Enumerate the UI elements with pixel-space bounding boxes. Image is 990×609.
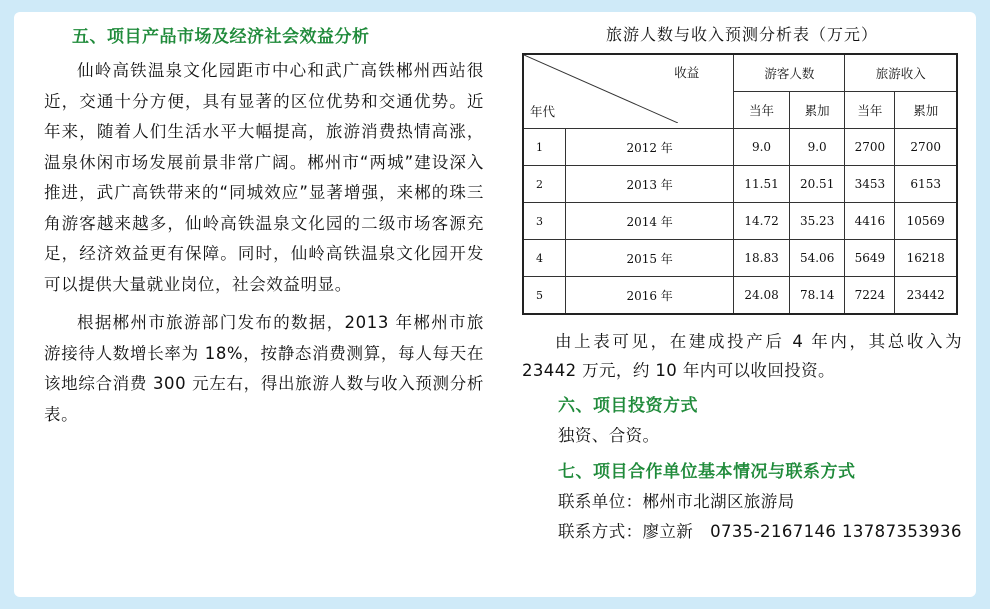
table-row	[523, 129, 957, 166]
left-column	[44, 26, 484, 430]
table-summary-paragraph: 由上表可见，在建成投产后 4 年内，其总收入为 23442 万元，约 10 年内可以收回投资。	[522, 332, 962, 380]
sub-header-cumulative: 累加	[789, 92, 845, 129]
cell-visitors-current: 11.51	[734, 166, 790, 203]
sub-header-current: 当年	[845, 92, 895, 129]
cell-revenue-current: 3453	[845, 166, 895, 203]
table-row	[523, 166, 957, 203]
cell-revenue-current: 5649	[845, 240, 895, 277]
table-title: 旅游人数与收入预测分析表（万元）	[605, 25, 878, 44]
header-visitors: 游客人数	[734, 54, 845, 92]
table-row	[523, 277, 957, 315]
cell-visitors-cumulative: 78.14	[789, 277, 845, 315]
cell-revenue-current: 4416	[845, 203, 895, 240]
row-year: 2013 年	[566, 166, 734, 203]
contact-method-text: 联系方式：廖立新 0735-2167146 13787353936	[558, 522, 962, 541]
section-5-heading: 五、项目产品市场及经济社会效益分析	[72, 27, 370, 47]
cell-revenue-cumulative: 10569	[895, 203, 957, 240]
cell-visitors-current: 9.0	[734, 129, 790, 166]
market-analysis-paragraph: 仙岭高铁温泉文化园距市中心和武广高铁郴州西站很近，交通十分方便，具有显著的区位优势和交通优势。近年来，随着人们生活水平大幅提高，旅游消费热情高涨，温泉休闲市场发展前景非常广阔。郴州市“两城”建设深入推进，武广高铁带来的“同城效应”显著增强，来郴的珠三角游客越来越多，仙岭高铁温泉文化园的二级市场客源充足，经济效益更有保障。同时，仙岭高铁温泉文化园开发可以提供大量就业岗位，社会效益明显。	[44, 61, 484, 294]
sub-header-cumulative: 累加	[895, 92, 957, 129]
cell-revenue-cumulative: 2700	[895, 129, 957, 166]
sub-header-current: 当年	[734, 92, 790, 129]
row-index: 5	[523, 277, 566, 315]
cell-visitors-cumulative: 9.0	[789, 129, 845, 166]
row-index: 2	[523, 166, 566, 203]
cell-revenue-current: 2700	[845, 129, 895, 166]
right-column	[522, 22, 962, 547]
data-source-paragraph: 根据郴州市旅游部门发布的数据，2013 年郴州市旅游接待人数增长率为 18%，按静态消费测算，每人每天在该地综合消费 300 元左右，得出旅游人数与收入预测分析表。	[44, 313, 484, 424]
cell-visitors-cumulative: 54.06	[789, 240, 845, 277]
row-year: 2015 年	[566, 240, 734, 277]
investment-method-text: 独资、合资。	[558, 426, 660, 445]
cell-visitors-current: 18.83	[734, 240, 790, 277]
corner-label-year: 年代	[530, 104, 556, 119]
cell-visitors-current: 24.08	[734, 277, 790, 315]
cell-revenue-cumulative: 23442	[895, 277, 957, 315]
cell-visitors-cumulative: 20.51	[789, 166, 845, 203]
row-year: 2014 年	[566, 203, 734, 240]
table-row	[523, 240, 957, 277]
forecast-table	[522, 53, 958, 315]
table-corner-cell	[523, 54, 734, 129]
cell-revenue-current: 7224	[845, 277, 895, 315]
cell-revenue-cumulative: 16218	[895, 240, 957, 277]
cell-visitors-cumulative: 35.23	[789, 203, 845, 240]
section-7-heading: 七、项目合作单位基本情况与联系方式	[558, 462, 856, 482]
corner-label-income: 收益	[674, 65, 700, 80]
row-index: 4	[523, 240, 566, 277]
cell-revenue-cumulative: 6153	[895, 166, 957, 203]
right-text-block	[522, 327, 962, 547]
section-6-heading: 六、项目投资方式	[558, 396, 698, 416]
row-year: 2012 年	[566, 129, 734, 166]
row-index: 1	[523, 129, 566, 166]
row-index: 3	[523, 203, 566, 240]
contact-unit-text: 联系单位：郴州市北湖区旅游局	[558, 492, 795, 511]
cell-visitors-current: 14.72	[734, 203, 790, 240]
table-row	[523, 203, 957, 240]
header-revenue: 旅游收入	[845, 54, 957, 92]
row-year: 2016 年	[566, 277, 734, 315]
